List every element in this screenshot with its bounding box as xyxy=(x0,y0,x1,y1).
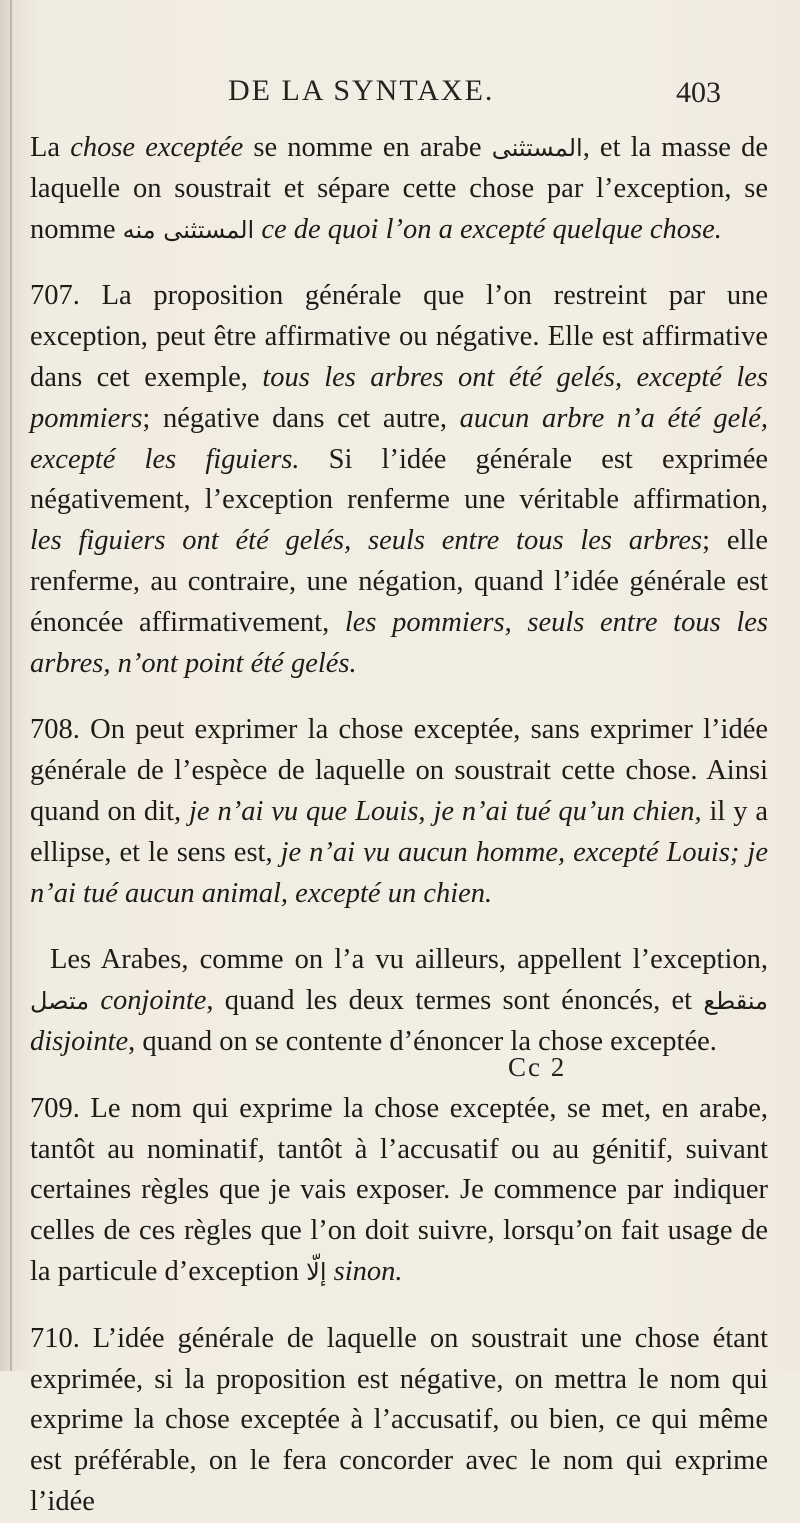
paragraph xyxy=(30,128,768,250)
text-run: 709. Le nom qui exprime la chose exceptée, se met, en arabe, tantôt au nominatif, tantôt à l’accusatif ou au génitif, suivant certaines règles que je vais exposer. Je commence par indiquer celles de ces règles que l’on doit suivre, lorsqu’on fait usage de la particule d’exception xyxy=(30,1092,768,1287)
italic-text: les pommiers, seuls entre tous les arbres, n’ont point été gelés. xyxy=(30,606,768,679)
text-run: , quand les deux termes sont énoncés, et xyxy=(206,985,704,1017)
page-header xyxy=(0,74,800,114)
paragraph-gap xyxy=(30,1293,768,1319)
paragraph-gap xyxy=(30,250,768,276)
paragraph-gap xyxy=(30,914,768,940)
arabic-term: متصل xyxy=(30,987,90,1016)
italic-text: je n’ai vu que Louis, je n’ai tué qu’un chien, xyxy=(189,795,702,827)
text-run: , quand on se contente d’énoncer la chose exceptée. xyxy=(128,1025,717,1057)
italic-text: je n’ai vu aucun homme, excepté Louis; je n’ai tué aucun animal, excepté un chien. xyxy=(30,836,768,909)
italic-text: disjointe xyxy=(30,1025,129,1057)
italic-text: les figuiers ont été gelés, seuls entre tous les arbres xyxy=(30,525,703,557)
paragraph xyxy=(30,1089,768,1293)
running-title: DE LA SYNTAXE. xyxy=(228,74,495,107)
text-run: il y a ellipse, et le sens est, xyxy=(30,795,768,868)
paragraph xyxy=(30,940,768,1062)
arabic-term: إلّا xyxy=(306,1257,327,1286)
text-run: Si l’idée générale est exprimée négativement, l’exception renferme une véritable affirmation, xyxy=(30,443,768,516)
text-run xyxy=(327,1256,334,1287)
italic-text: sinon. xyxy=(333,1255,403,1287)
italic-text: chose exceptée xyxy=(70,132,244,163)
italic-text: tous les arbres ont été gelés, excepté les pommiers xyxy=(30,361,768,434)
paragraph xyxy=(30,710,768,914)
text-run: ; elle renferme, au contraire, une négation, quand l’idée générale est énoncée affirmativement, xyxy=(30,525,768,638)
signature-mark: Cc 2 xyxy=(508,1052,567,1082)
italic-text: conjointe xyxy=(100,985,207,1017)
text-run: ; négative dans cet autre, xyxy=(142,402,460,434)
text-run: 708. On peut exprimer la chose exceptée, sans exprimer l’idée générale de l’espèce de laquelle on soustrait cette chose. Ainsi quand on dit, xyxy=(30,714,768,827)
arabic-term: المستثنى منه xyxy=(122,215,255,244)
paragraph xyxy=(30,1319,768,1523)
arabic-term: المستثنى xyxy=(491,134,583,162)
text-run: se nomme en arabe xyxy=(243,132,492,163)
text-run: , et la masse de laquelle on soustrait et sépare cette chose par l’exception, se nomme xyxy=(30,132,768,245)
italic-text: ce de quoi l’on a excepté quelque chose. xyxy=(261,213,722,245)
text-run: 707. La proposition générale que l’on restreint par une exception, peut être affirmative ou négative. Elle est affirmative dans cet exemple, xyxy=(30,280,768,393)
page-edge-shadow xyxy=(10,0,12,1371)
paragraph-gap xyxy=(30,684,768,710)
arabic-term: منقطع xyxy=(703,987,769,1016)
paragraph-gap xyxy=(30,1063,768,1089)
text-run: La xyxy=(30,132,71,163)
italic-text: aucun arbre n’a été gelé, excepté les figuiers. xyxy=(30,402,768,475)
text-run xyxy=(89,985,100,1016)
text-run: 710. L’idée générale de laquelle on soustrait une chose étant exprimée, si la proposition est négative, on mettra le nom qui exprime la chose exceptée à l’accusatif, ou bien, ce qui même est préférable, on le fera concorder avec le nom qui exprime l’idée xyxy=(30,1322,768,1517)
page-number: 403 xyxy=(676,76,721,109)
text-run: Les Arabes, comme on l’a vu ailleurs, appellent l’exception, xyxy=(50,944,768,976)
paragraph xyxy=(30,276,768,684)
body-text xyxy=(30,128,768,1523)
